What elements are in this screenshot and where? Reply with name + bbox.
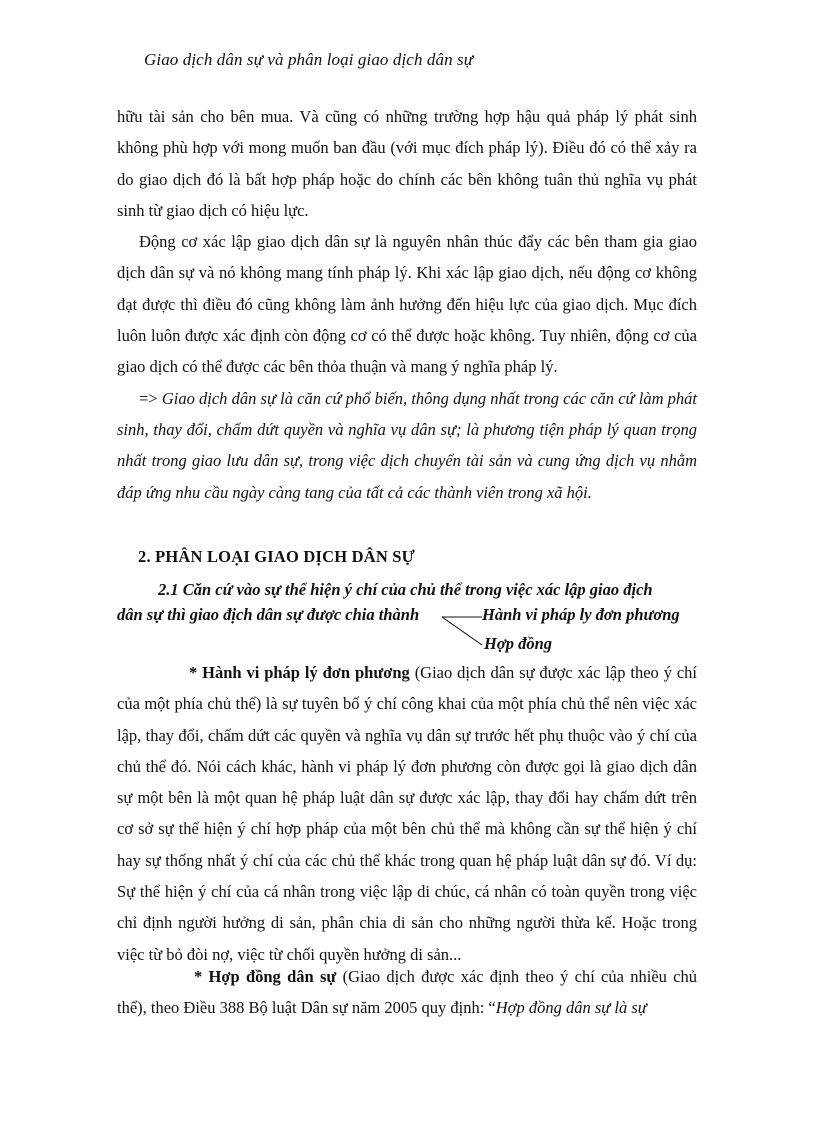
branch-connector	[442, 613, 486, 647]
unilateral-text: (Giao dịch dân sự được xác lập theo ý chí của một phía chủ thể) là sự tuyên bố ý chí công khai của một phía chủ thể nên việc xác lập, thay đổi, chấm dứt các quyền và nghĩa vụ dân sự trước hết phụ thuộc vào ý chí của chủ thể đó. Nói cách khác, hành vi pháp lý đơn phương còn được gọi là giao dịch dân sự một bên là một quan hệ pháp luật dân sự được xác lập, thay đổi hay chấm dứt trên cơ sở sự thể hiện ý chí hợp pháp của một bên chủ thể mà không cần sự thể hiện ý chí hay sự thống nhất ý chí của các chủ thể khác trong quan hệ pháp luật dân sự đó. Ví dụ: Sự thể hiện ý chí của cá nhân trong việc lập di chúc, cá nhân có toàn quyền trong việc chỉ định người hưởng di sản, phân chia di sản cho những người thừa kế. Hoặc trong việc từ bỏ đòi nợ, việc từ chối quyền hưởng di sản...	[117, 663, 697, 964]
unilateral-term: * Hành vi pháp lý đơn phương	[189, 663, 410, 682]
branch-unilateral: Hành vi pháp ly đơn phương	[482, 605, 680, 624]
section-heading: 2. PHÂN LOẠI GIAO DỊCH DÂN SỰ	[138, 547, 415, 566]
subsection-line-2: dân sự thì giao địch dân sự được chia thành	[117, 605, 420, 624]
arrow-symbol: =>	[139, 388, 158, 408]
contract-text: (Giao dịch được xác định theo ý chí của nhiều chủ thể), theo Điều 388 Bộ luật Dân sự năm 2005 quy định: “	[117, 967, 697, 1018]
contract-section	[117, 961, 697, 1024]
running-header: Giao dịch dân sự và phân loại giao dịch dân sự	[144, 50, 474, 69]
conclusion-text: Giao dịch dân sự là căn cứ phổ biến, thông dụng nhất trong các căn cứ làm phát sinh, thay đổi, chấm dứt quyền và nghĩa vụ dân sự; là phương tiện pháp lý quan trọng nhất trong giao lưu dân sự, trong việc dịch chuyển tài sản và cung ứng dịch vụ nhằm đáp ứng nhu cầu ngày càng tang của tất cả các thành viên trong xã hội.	[117, 388, 698, 502]
paragraph-conclusion	[117, 383, 697, 508]
contract-term: * Hợp đồng dân sự	[194, 967, 337, 986]
body-top	[117, 101, 697, 508]
paragraph-consequences: hữu tài sản cho bên mua. Và cũng có những trường hợp hậu quả pháp lý phát sinh không phù hợp với mong muốn ban đầu (với mục đích pháp lý). Điều đó có thể xảy ra do giao dịch đó là bất hợp pháp hoặc do chính các bên không tuân thủ nghĩa vụ phát sinh từ giao dịch có hiệu lực.	[117, 107, 697, 220]
classification-diagram	[117, 605, 717, 663]
contract-quote: Hợp đồng dân sự là sự	[495, 998, 647, 1018]
subsection-heading	[117, 575, 697, 605]
paragraph-contract	[117, 961, 697, 1024]
branch-contract: Hợp đồng	[484, 634, 552, 653]
paragraph-motive: Động cơ xác lập giao dịch dân sự là nguyên nhân thúc đẩy các bên tham gia giao dịch dân sự và nó không mang tính pháp lý. Khi xác lập giao dịch, nếu động cơ không đạt được thì điều đó cũng không làm ảnh hưởng đến hiệu lực của giao dịch. Mục đích luôn luôn được xác định còn động cơ có thể được hoặc không. Tuy nhiên, động cơ của giao dịch có thể được các bên thỏa thuận và mang ý nghĩa pháp lý.	[117, 232, 697, 377]
unilateral-section	[117, 657, 697, 970]
subsection-line-1: 2.1 Căn cứ vào sự thể hiện ý chí của chủ thể trong việc xác lập giao địch	[158, 580, 653, 599]
paragraph-unilateral	[117, 657, 697, 970]
